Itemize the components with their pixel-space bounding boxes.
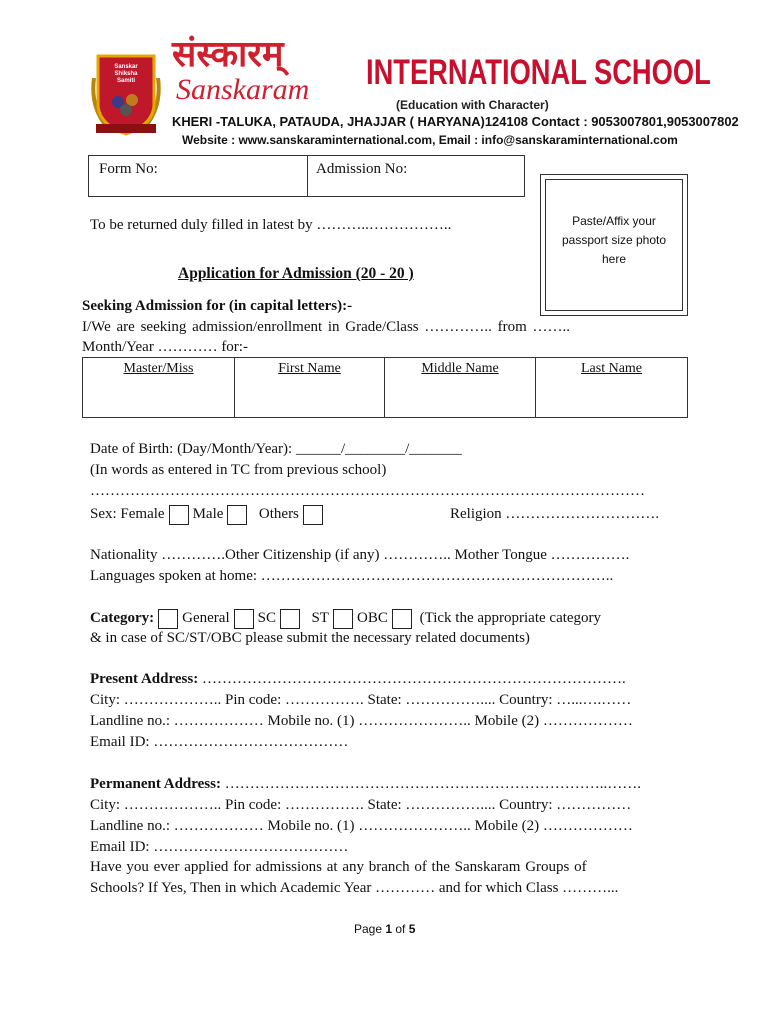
- school-motto: (Education with Character): [396, 98, 549, 112]
- present-landline-line[interactable]: Landline no.: ……………… Mobile no. (1) ………………….. Mobile (2) ………………: [90, 713, 633, 729]
- form-no-label: Form No:: [99, 161, 158, 177]
- col-last-name: Last Name: [580, 361, 643, 376]
- dob-line[interactable]: Date of Birth: (Day/Month/Year): ______/________/_______: [90, 441, 462, 457]
- sex-label: Sex: Female: [90, 506, 165, 522]
- present-address-label: Present Address:: [90, 671, 199, 687]
- religion-field[interactable]: Religion ………………………….: [450, 506, 660, 522]
- permanent-address-row[interactable]: Permanent Address: …………………………………………………………………..…….: [90, 776, 641, 792]
- photo-instruction-1: Paste/Affix your: [572, 214, 656, 228]
- photo-instruction-3: here: [601, 252, 627, 266]
- st-checkbox[interactable]: [333, 609, 353, 629]
- website-email: Website : www.sanskaraminternational.com, Email : info@sanskaraminternational.com: [182, 133, 678, 147]
- male-checkbox[interactable]: [227, 505, 247, 525]
- obc-checkbox[interactable]: [392, 609, 412, 629]
- others-checkbox[interactable]: [303, 505, 323, 525]
- languages-line[interactable]: Languages spoken at home: ……………………………………………………………..: [90, 568, 614, 584]
- general-checkbox[interactable]: [158, 609, 178, 629]
- school-name: INTERNATIONAL SCHOOL: [366, 53, 711, 92]
- col-master-miss: Master/Miss: [123, 361, 194, 376]
- hindi-school-name: संस्कारम्: [172, 34, 284, 75]
- nationality-line[interactable]: Nationality ………….Other Citizenship (if any) ………….. Mother Tongue …………….: [90, 547, 630, 563]
- school-logo: [88, 48, 164, 140]
- present-city-line[interactable]: City: ……………….. Pin code: ……………. State: …………….... Country: …...….……: [90, 692, 632, 708]
- form-no-field[interactable]: [88, 155, 308, 197]
- return-by-line: To be returned duly filled in latest by ………..……………..: [90, 217, 452, 233]
- admission-no-label: Admission No:: [316, 161, 408, 177]
- applied-before-line-1: Have you ever applied for admissions at any branch of the Sanskaram Groups of: [90, 859, 587, 875]
- obc-label: OBC: [356, 610, 388, 626]
- form-title: Application for Admission (20 - 20 ): [178, 265, 414, 282]
- st-label: ST: [311, 610, 329, 626]
- permanent-address-label: Permanent Address:: [90, 776, 221, 792]
- permanent-city-line[interactable]: City: ……………….. Pin code: ……………. State: …………….... Country: ……………: [90, 797, 632, 813]
- category-row: [90, 606, 601, 630]
- dob-words-field[interactable]: …………………………………………………………………………………………………: [90, 483, 645, 499]
- sex-row: [90, 502, 327, 526]
- page-number: Page 1 of 5: [354, 922, 416, 936]
- sc-checkbox[interactable]: [280, 609, 300, 629]
- name-table-first-name[interactable]: [234, 357, 385, 418]
- english-school-name-script: Sanskaram: [176, 73, 310, 106]
- name-table-middle-name[interactable]: [384, 357, 536, 418]
- address-contact: KHERI -TALUKA, PATAUDA, JHAJJAR ( HARYANA)124108 Contact : 9053007801,9053007802: [172, 114, 739, 129]
- category-note: & in case of SC/ST/OBC please submit the necessary related documents): [90, 630, 530, 646]
- applied-before-line-2[interactable]: Schools? If Yes, Then in which Academic Year ………… and for which Class ………...: [90, 880, 619, 896]
- seeking-line-2: Month/Year ………… for:-: [82, 339, 248, 355]
- photo-box-inner: [545, 179, 683, 311]
- name-table-last-name[interactable]: [535, 357, 688, 418]
- present-address-row[interactable]: Present Address: ………………………………………………………………………….: [90, 671, 626, 687]
- sc-label: SC: [257, 610, 276, 626]
- admission-no-field[interactable]: [307, 155, 525, 197]
- permanent-landline-line[interactable]: Landline no.: ……………… Mobile no. (1) ………………….. Mobile (2) ………………: [90, 818, 633, 834]
- others-label: Others: [258, 506, 299, 522]
- dob-words-label: (In words as entered in TC from previous school): [90, 462, 387, 478]
- male-label: Male: [192, 506, 224, 522]
- general-box-2[interactable]: [234, 609, 254, 629]
- category-label: Category:: [90, 610, 155, 626]
- present-email-line[interactable]: Email ID: …………………………………: [90, 734, 349, 750]
- seeking-line-1: I/We are seeking admission/enrollment in Grade/Class ………….. from ……..: [82, 319, 571, 335]
- name-table-master-miss[interactable]: [82, 357, 235, 418]
- col-middle-name: Middle Name: [421, 361, 499, 376]
- logo-text: Sanskar Shiksha Samiti: [114, 64, 138, 84]
- tick-instruction: (Tick the appropriate category: [419, 610, 602, 626]
- female-checkbox[interactable]: [169, 505, 189, 525]
- permanent-email-line[interactable]: Email ID: …………………………………: [90, 839, 349, 855]
- col-first-name: First Name: [278, 361, 341, 376]
- seeking-heading: Seeking Admission for (in capital letters):-: [82, 298, 353, 314]
- general-label: General: [182, 610, 230, 626]
- photo-instruction-2: passport size photo: [561, 233, 667, 247]
